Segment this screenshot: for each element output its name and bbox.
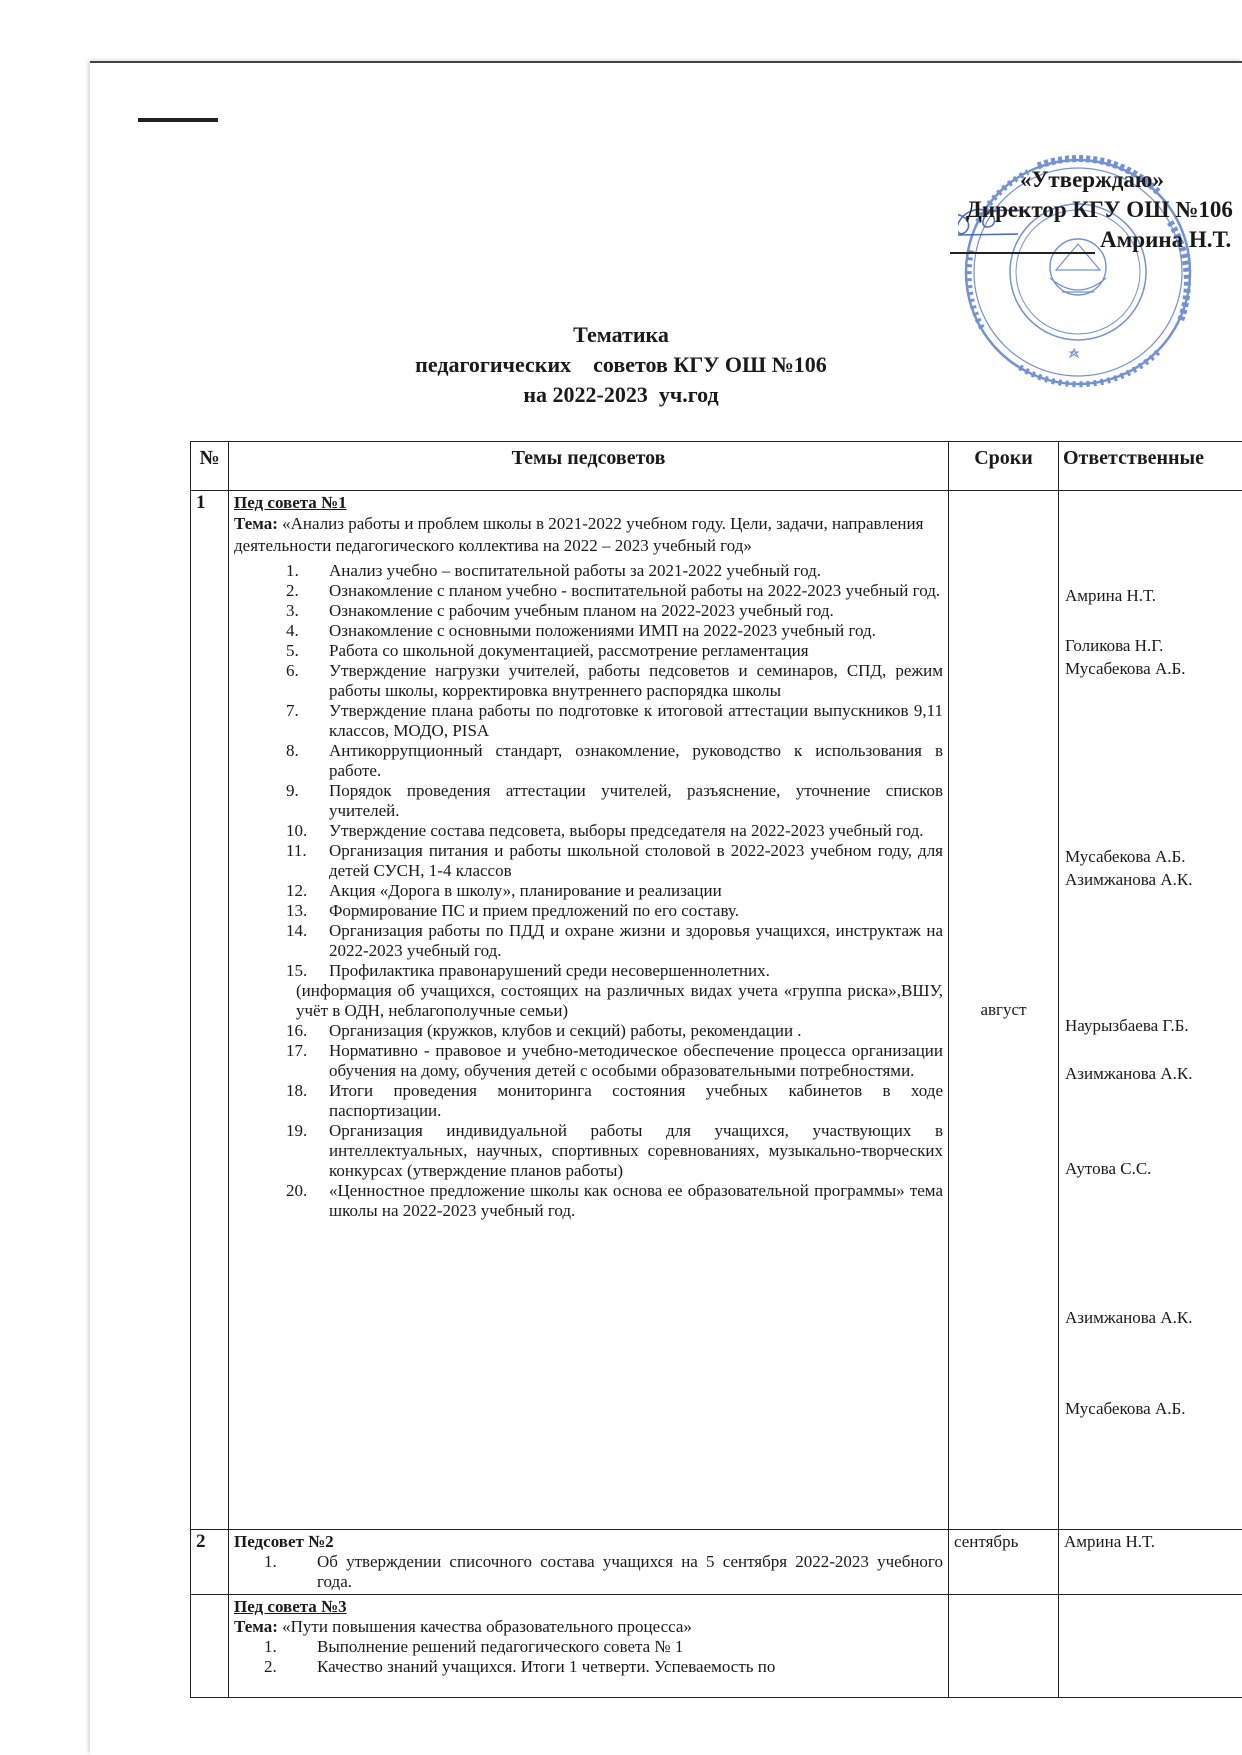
responsible-person: Мусабекова А.Б. — [1065, 847, 1186, 866]
table-row — [191, 1595, 1242, 1698]
list-item: 1. Выполнение решений педагогического совета № 1 — [264, 1637, 684, 1656]
col-header-period: Сроки — [949, 442, 1059, 491]
theme-label: Тема: — [234, 1617, 278, 1636]
responsible-person: Азимжанова А.К. — [1065, 870, 1193, 889]
list-item: 7. Утверждение плана работы по подготовке к итоговой аттестации выпускников 9,11 классов, МОДО, PISA — [286, 701, 943, 740]
responsible-person: Азимжанова А.К. — [1065, 1308, 1193, 1327]
period-cell: август — [949, 491, 1059, 1530]
list-item: 10. Утверждение состава педсовета, выборы председателя на 2022-2023 учебный год. — [286, 821, 924, 840]
list-item: (информация об учащихся, состоящих на различных видах учета «группа риска»,ВШУ, учёт в ОДН, неблагополучные семьи) — [296, 981, 943, 1020]
row-number: 1 — [191, 491, 229, 1530]
row-number: 2 — [191, 1530, 229, 1595]
list-item: 9. Порядок проведения аттестации учителей, разъяснение, уточнение списков учителей. — [286, 781, 943, 820]
table-row — [191, 1530, 1242, 1595]
section-heading: Педсовет №2 — [234, 1532, 334, 1551]
row-number — [191, 1595, 229, 1698]
table-header-row — [191, 442, 1242, 491]
responsible-person: Мусабекова А.Б. — [1065, 1399, 1186, 1418]
responsible-person: Аутова С.С. — [1065, 1159, 1152, 1178]
margin-dash — [138, 118, 218, 122]
approval-line-1: «Утверждаю» — [1020, 167, 1164, 192]
list-item: 12. Акция «Дорога в школу», планирование и реализации — [286, 881, 722, 900]
list-item: 2. Качество знаний учащихся. Итоги 1 четверти. Успеваемость по — [264, 1657, 776, 1676]
theme-label: Тема: — [234, 514, 278, 533]
responsible-person: Азимжанова А.К. — [1065, 1064, 1193, 1083]
col-header-number: № — [191, 442, 229, 491]
document-title-line-3: на 2022-2023 уч.год — [523, 382, 719, 407]
list-item: 4. Ознакомление с основными положениями ИМП на 2022-2023 учебный год. — [286, 621, 876, 640]
col-header-topics: Темы педсоветов — [229, 442, 949, 491]
topics-cell — [229, 491, 949, 1530]
document-title-line-2: педагогических советов КГУ ОШ №106 — [415, 352, 827, 377]
approval-line-3: Амрина Н.Т. — [1100, 227, 1232, 252]
theme-text: «Пути повышения качества образовательного процесса» — [277, 1617, 692, 1636]
topics-cell — [229, 1595, 949, 1698]
col-header-responsible: Ответственные — [1059, 442, 1242, 491]
responsible-person: Голикова Н.Г. — [1065, 636, 1164, 655]
period-cell: сентябрь — [949, 1530, 1059, 1595]
signature-line — [950, 225, 1095, 254]
list-item: 11. Организация питания и работы школьной столовой в 2022-2023 учебном году, для детей СУСН, 1-4 классов — [286, 841, 943, 880]
period-cell — [949, 1595, 1059, 1698]
agenda-list — [234, 1552, 943, 1592]
responsible-person: Амрина Н.Т. — [1065, 586, 1156, 605]
list-item: 20. «Ценностное предложение школы как основа ее образовательной программы» тема школы на 2022-2023 учебный год. — [286, 1181, 943, 1220]
list-item: 8. Антикоррупционный стандарт, ознакомление, руководство к использования в работе. — [286, 741, 943, 780]
responsible-cell — [1059, 1595, 1242, 1698]
table-row — [191, 491, 1242, 1530]
section-theme — [234, 513, 943, 557]
list-item: 2. Ознакомление с планом учебно - воспитательной работы на 2022-2023 учебный год. — [286, 581, 941, 600]
responsible-person: Мусабекова А.Б. — [1065, 659, 1186, 678]
section-heading: Пед совета №3 — [234, 1597, 347, 1616]
responsible-cell: Амрина Н.Т. — [1059, 1530, 1242, 1595]
theme-text: «Анализ работы и проблем школы в 2021-2022 учебном году. Цели, задачи, направления деятельности педагогического коллектива на 2022 – 2023 учебный год» — [234, 514, 924, 555]
responsible-cell — [1059, 491, 1242, 1530]
list-item: 5. Работа со школьной документацией, рассмотрение регламентация — [286, 641, 809, 660]
agenda-list — [234, 1637, 943, 1677]
list-item: 1. Анализ учебно – воспитательной работы за 2021-2022 учебный год. — [286, 561, 821, 580]
section-theme — [234, 1617, 943, 1637]
pedsovet-table — [190, 441, 1242, 1698]
agenda-list — [234, 561, 943, 1221]
list-item: 18. Итоги проведения мониторинга состояния учебных кабинетов в ходе паспортизации. — [286, 1081, 943, 1120]
list-item: 19. Организация индивидуальной работы для учащихся, участвующих в интеллектуальных, научных, спортивных соревнованиях, музыкально-творческих конкурсах (утверждение планов работы) — [286, 1121, 943, 1180]
list-item: 17. Нормативно - правовое и учебно-методическое обеспечение процесса организации обучения на дому, обучения детей с особыми образовательными потребностями. — [286, 1041, 943, 1080]
list-item: 13. Формирование ПС и прием предложений по его составу. — [286, 901, 739, 920]
approval-line-2: Директор КГУ ОШ №106 — [966, 197, 1233, 222]
document-title-line-1: Тематика — [573, 322, 669, 347]
list-item: 14. Организация работы по ПДД и охране жизни и здоровья учащихся, инструктаж на 2022-2023 учебный год. — [286, 921, 943, 960]
topics-cell — [229, 1530, 949, 1595]
responsible-person: Наурызбаева Г.Б. — [1065, 1016, 1189, 1035]
page-edge-line — [90, 61, 1242, 63]
list-item: 16. Организация (кружков, клубов и секций) работы, рекомендации . — [286, 1021, 802, 1040]
list-item: 15. Профилактика правонарушений среди несовершеннолетних. — [286, 961, 770, 980]
list-item: 6. Утверждение нагрузки учителей, работы педсоветов и семинаров, СПД, режим работы школы, корректировка внутреннего распорядка школы — [286, 661, 943, 700]
section-heading: Пед совета №1 — [234, 493, 347, 512]
list-item: 3. Ознакомление с рабочим учебным планом на 2022-2023 учебный год. — [286, 601, 834, 620]
list-item: 1. Об утверждении списочного состава учащихся на 5 сентября 2022-2023 учебного года. — [264, 1552, 943, 1591]
